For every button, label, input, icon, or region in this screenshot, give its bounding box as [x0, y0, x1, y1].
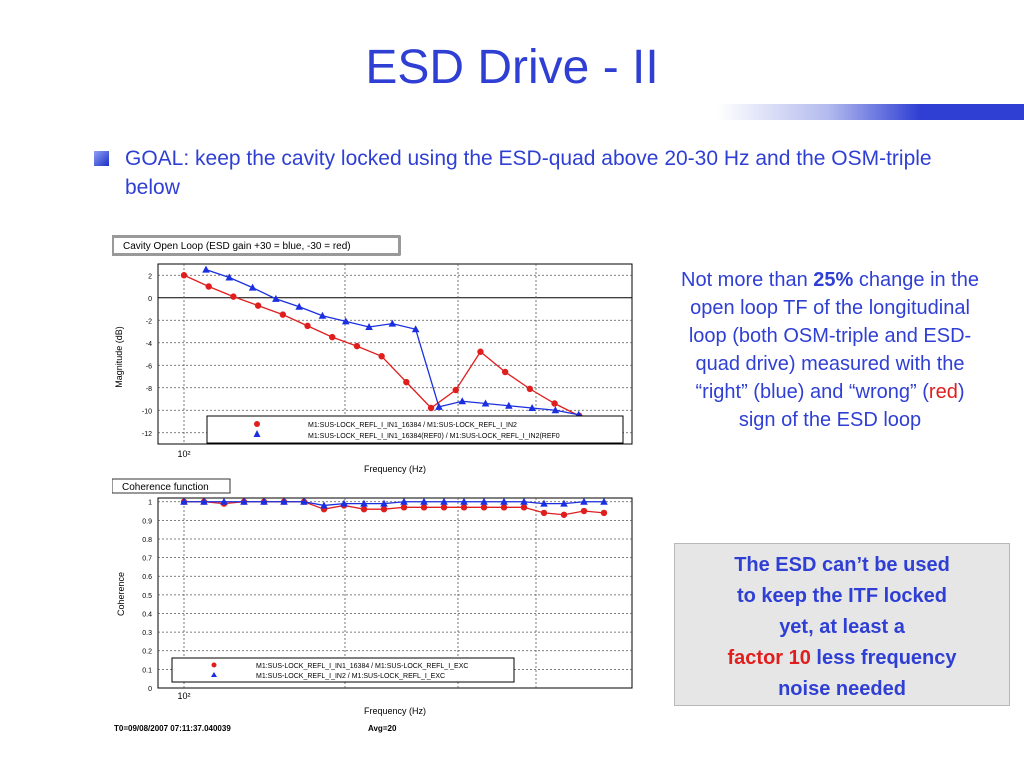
point-red	[403, 379, 409, 385]
point-red	[255, 302, 261, 308]
open-loop-legend	[207, 416, 623, 443]
slide-title: ESD Drive - II	[365, 41, 659, 94]
point-red	[551, 400, 557, 406]
goal-bullet-text: GOAL: keep the cavity locked using the ESD-quad above 20-30 Hz and the OSM-triple below	[125, 147, 932, 199]
coherence-xlabel: Frequency (Hz)	[363, 706, 427, 716]
y-tick-label: 0.3	[142, 630, 152, 638]
y-tick-label: 0.4	[142, 611, 152, 619]
y-tick-label: -10	[141, 408, 152, 416]
point-red	[521, 504, 527, 510]
y-tick-label: -8	[145, 385, 152, 393]
box-factor: factor 10	[727, 647, 811, 669]
point-red	[461, 504, 467, 510]
note-line1: Not more than	[681, 269, 814, 291]
point-red	[181, 272, 187, 278]
open-loop-y-ticks	[142, 273, 152, 438]
y-tick-label: -4	[145, 340, 152, 348]
point-red	[501, 504, 507, 510]
point-red	[378, 353, 384, 359]
open-loop-chart	[112, 236, 632, 474]
box-line2: to keep the ITF locked	[736, 585, 948, 607]
y-tick-label: 2	[148, 273, 152, 281]
y-tick-label: 0.5	[142, 592, 152, 600]
point-red	[304, 323, 310, 329]
y-tick-label: 0.8	[142, 536, 152, 544]
legend-red-marker	[254, 421, 260, 427]
open-loop-title: Cavity Open Loop (ESD gain +30 = blue, -30 = red)	[123, 241, 351, 252]
coherence-y-ticks	[142, 500, 152, 693]
point-red	[329, 334, 335, 340]
y-tick-label: 0.6	[142, 574, 152, 582]
point-red	[441, 504, 447, 510]
point-red	[361, 506, 367, 512]
box-line4-rest: less frequency	[810, 647, 957, 669]
note-tail: ) sign of the ESD loop	[738, 381, 965, 431]
footer-avg: Avg=20	[368, 724, 397, 733]
coherence-chart	[112, 479, 632, 733]
side-note	[678, 266, 982, 434]
point-red	[421, 504, 427, 510]
point-red	[230, 293, 236, 299]
open-loop-legend-0: M1:SUS-LOCK_REFL_I_IN1_16384 / M1:SUS-LOCK_REFL_I_IN2	[308, 422, 517, 429]
box-line3: yet, at least a	[779, 616, 905, 638]
note-body: change in the open loop TF of the longitudinal loop (both OSM-triple and ESD-quad drive) measured with the “right” (blue) and “wrong” (	[688, 269, 979, 403]
y-tick-label: 1	[148, 499, 152, 507]
open-loop-xlabel: Frequency (Hz)	[363, 464, 427, 474]
bullet-square-icon	[94, 151, 109, 166]
point-red	[453, 387, 459, 393]
coherence-legend-1: M1:SUS-LOCK_REFL_I_IN2 / M1:SUS-LOCK_REFL_I_EXC	[256, 673, 446, 680]
y-tick-label: 0	[148, 295, 152, 303]
title-underline-gradient	[0, 104, 920, 120]
point-red	[561, 512, 567, 518]
open-loop-ylabel: Magnitude (dB)	[114, 326, 124, 388]
point-red	[428, 405, 434, 411]
coherence-xtick: 10²	[177, 691, 191, 701]
point-red	[527, 386, 533, 392]
y-tick-label: -2	[145, 318, 152, 326]
point-red	[601, 510, 607, 516]
point-red	[481, 504, 487, 510]
plots-figure	[112, 232, 642, 742]
title-underline-bar	[920, 104, 1024, 120]
point-red	[280, 311, 286, 317]
y-tick-label: 0.1	[142, 667, 152, 675]
footer-timestamp: T0=09/08/2007 07:11:37.040039	[114, 724, 231, 733]
open-loop-legend-1: M1:SUS-LOCK_REFL_I_IN1_16384(REF0) / M1:SUS-LOCK_REFL_I_IN2(REF0	[308, 433, 560, 440]
note-percent: 25%	[813, 269, 854, 291]
y-tick-label: 0	[148, 686, 152, 693]
point-red	[381, 506, 387, 512]
coherence-title: Coherence function	[122, 482, 209, 493]
point-red	[541, 510, 547, 516]
coherence-legend	[172, 658, 514, 682]
y-tick-label: 0.9	[142, 518, 152, 526]
conclusion-box	[674, 543, 1010, 706]
point-red	[477, 349, 483, 355]
note-red-word: red	[928, 381, 958, 403]
box-line1: The ESD can’t be used	[734, 554, 950, 576]
legend2-red-marker	[212, 663, 217, 668]
y-tick-label: -6	[145, 363, 152, 371]
box-line4	[675, 643, 1009, 674]
coherence-ylabel: Coherence	[116, 571, 126, 617]
point-red	[206, 283, 212, 289]
coherence-legend-0: M1:SUS-LOCK_REFL_I_IN1_16384 / M1:SUS-LOCK_REFL_I_EXC	[256, 663, 469, 670]
point-red	[581, 508, 587, 514]
point-red	[354, 343, 360, 349]
y-tick-label: -12	[141, 430, 152, 438]
point-red	[401, 504, 407, 510]
point-red	[502, 369, 508, 375]
box-line5: noise needed	[778, 678, 906, 700]
open-loop-xtick: 10²	[177, 449, 191, 459]
y-tick-label: 0.7	[142, 555, 152, 563]
y-tick-label: 0.2	[142, 648, 152, 656]
